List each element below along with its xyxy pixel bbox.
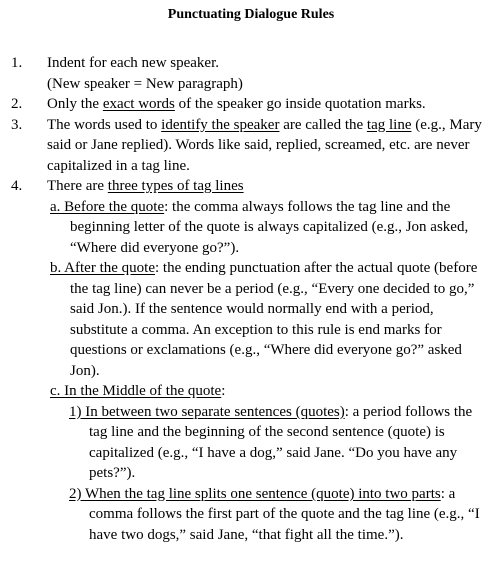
sub-b-text: : the ending punctuation after the actual quote (before the tag line) can never be a period (e.g., “Every one decided to go,” said Jon.). If the sentence would normally end with a period, substitute a comma. An exception to this rule is end marks for questions or exclamations (e.g., “Where did everyone go?” asked Jon). [70,260,478,379]
rule-4-sub-c-item-2 [69,484,494,546]
rule-4-sub-a [50,197,494,259]
rule-3-underlined-2: tag line [366,116,412,133]
rule-number: 1. [11,55,23,71]
nested-1-label: 1) In between two separate sentences (quotes) [69,403,345,420]
rule-number: 4. [11,178,23,194]
rule-4-sub-c [50,381,494,402]
rule-4-underlined: three types of tag lines [107,178,244,194]
rule-number: 3. [11,116,23,133]
rule-number: 2. [11,96,23,112]
rule-3-text-pre: The words used to [47,116,162,133]
rules-list [0,53,502,545]
rule-4-sub-c-item-1 [69,402,494,484]
rule-4-sub-b [50,258,494,381]
rule-3-underlined-1: identify the speaker [161,116,280,133]
sub-a-text: : the comma always follows the tag line and the beginning letter of the quote is always capitalized (e.g., Jon asked, “Where did everyone go?”). [70,198,469,256]
rule-1-line-1: Indent for each new speaker. [47,55,220,71]
rule-4 [0,176,502,545]
rule-2-underlined: exact words [102,96,175,112]
sub-c-text: : [221,383,226,399]
sub-b-label: b. After the quote [50,260,155,276]
nested-1-text: : a period follows the tag line and the beginning of the second sentence (quote) is capitalized (e.g., “I have a dog,” said Jane. “Do you have any pets?”). [89,403,473,481]
document-title: Punctuating Dialogue Rules [167,7,335,22]
nested-2-label: 2) When the tag line splits one sentence (quote) into two parts [69,485,441,502]
sub-c-label: c. In the Middle of the quote [50,383,222,399]
rule-2-text-pre: Only the [47,96,103,112]
rule-4-intro [47,176,494,197]
rule-2-text-post: of the speaker go inside quotation marks. [174,96,426,112]
rule-3-text-mid: are called the [279,116,367,133]
rule-1-line-2: (New speaker = New paragraph) [47,75,243,92]
rule-1 [0,53,502,94]
rule-4-text-pre: There are [47,178,108,194]
sub-a-label: a. Before the quote [50,198,165,215]
nested-2-text: : a comma follows the first part of the quote and the tag line (e.g., “I have two dogs,” said Jane, “that fight all the time.”). [89,485,480,543]
rule-2 [0,94,502,115]
rule-3 [0,115,502,177]
rule-3-text-post: (e.g., Mary said or Jane replied). Words like said, replied, screamed, etc. are never capitalized in a tag line. [47,116,482,174]
